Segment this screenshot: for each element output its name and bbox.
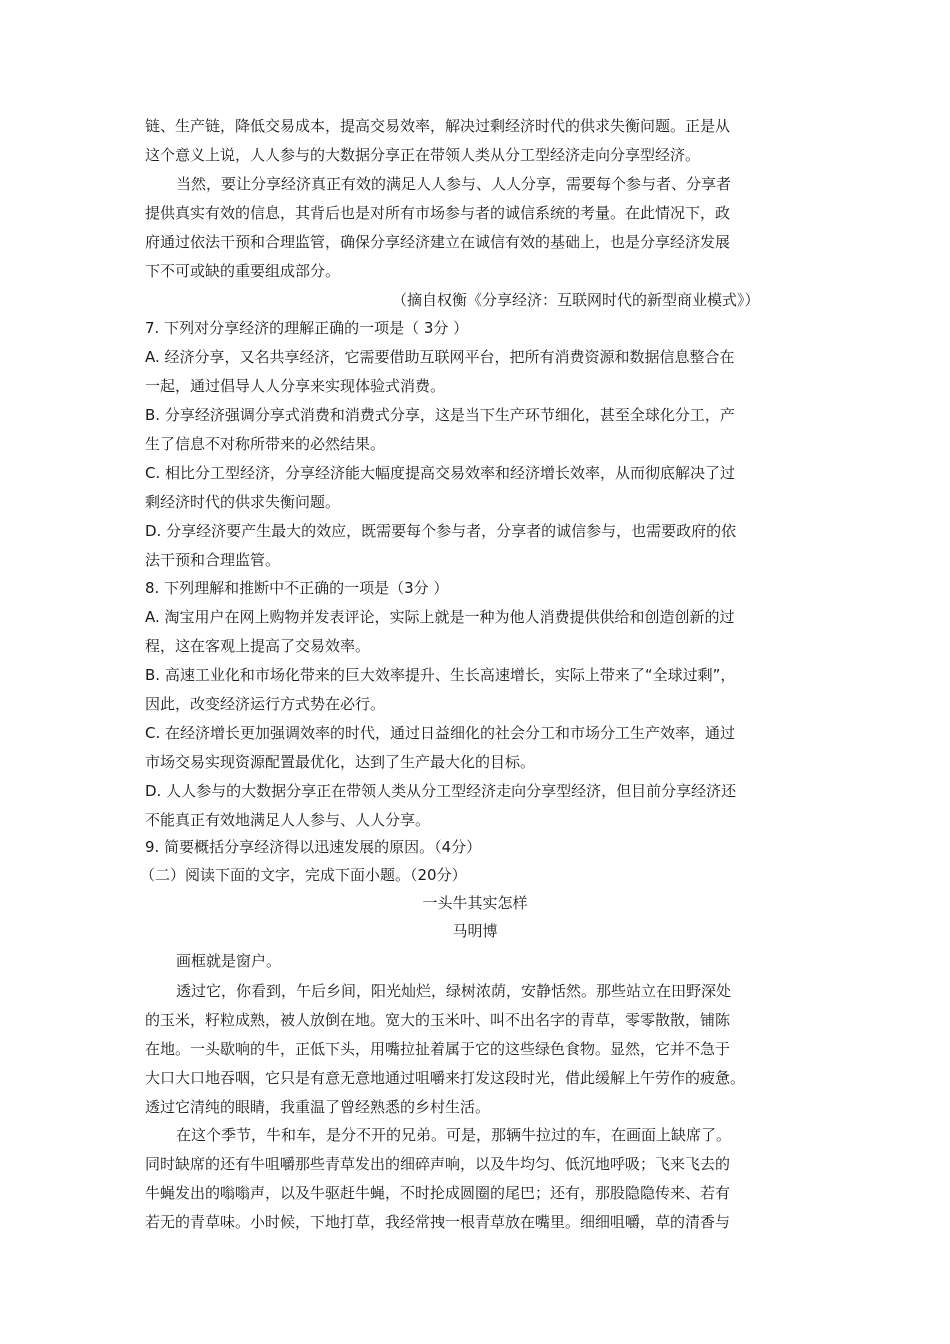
question-7-option-d-cont: 法干预和合理监管。 <box>145 551 281 569</box>
question-8-option-a-cont: 程，这在客观上提高了交易效率。 <box>145 637 371 655</box>
question-7-option-c: C. 相比分工型经济，分享经济能大幅度提高交易效率和经济增长效率，从而彻底解决了过 <box>145 464 736 482</box>
story-line: 在地。一头歇响的牛，正低下头，用嘴拉扯着属于它的这些绿色食物。显然，它并不急于 <box>145 1040 731 1058</box>
story-author: 马明博 <box>452 922 498 940</box>
question-7-option-a-cont: 一起，通过倡导人人分享来实现体验式消费。 <box>145 377 446 395</box>
story-line: 透过它，你看到，午后乡间，阳光灿烂，绿树浓荫，安静恬然。那些站立在田野深处 <box>176 982 732 1000</box>
question-8-option-d: D. 人人参与的大数据分享正在带领人类从分工型经济走向分享型经济，但目前分享经济还 <box>145 782 737 800</box>
story-line: 牛蝇发出的嗡嗡声，以及牛驱赶牛蝇，不时抡成圆圈的尾巴；还有，那股隐隐传来、若有 <box>145 1184 731 1202</box>
passage-line: 提供真实有效的信息，其背后也是对所有市场参与者的诚信系统的考量。在此情况下，政 <box>145 204 731 222</box>
story-line: 的玉米，籽粒成熟，被人放倒在地。宽大的玉米叶、叫不出名字的青草，零零散散，铺陈 <box>145 1011 731 1029</box>
question-7-option-a: A. 经济分享，又名共享经济，它需要借助互联网平台，把所有消费资源和数据信息整合在 <box>145 348 735 366</box>
passage-line: 下不可或缺的重要组成部分。 <box>145 262 341 280</box>
question-8-option-a: A. 淘宝用户在网上购物并发表评论，实际上就是一种为他人消费提供供给和创造创新的过 <box>145 608 735 626</box>
question-7-option-d: D. 分享经济要产生最大的效应，既需要每个参与者，分享者的诚信参与，也需要政府的依 <box>145 522 737 540</box>
story-line: 大口大口地吞咽，它只是有意无意地通过咀嚼来打发这段时光，借此缓解上午劳作的疲惫。 <box>145 1069 746 1087</box>
story-line: 同时缺席的还有牛咀嚼那些青草发出的细碎声响，以及牛均匀、低沉地呼吸；飞来飞去的 <box>145 1155 731 1173</box>
passage-line: 当然，要让分享经济真正有效的满足人人参与、人人分享，需要每个参与者、分享者 <box>176 175 732 193</box>
question-7-stem: 7. 下列对分享经济的理解正确的一项是（ 3分 ） <box>145 319 469 337</box>
story-line: 若无的青草味。小时候，下地打草，我经常拽一根青草放在嘴里。细细咀嚼，草的清香与 <box>145 1213 731 1231</box>
question-9-stem: 9. 简要概括分享经济得以迅速发展的原因。（4分） <box>145 838 482 856</box>
source-citation: （摘自权衡《分享经济：互联网时代的新型商业模式》） <box>392 291 760 309</box>
question-7-option-c-cont: 剩经济时代的供求失衡问题。 <box>145 493 341 511</box>
question-8-option-c-cont: 市场交易实现资源配置最优化，达到了生产最大化的目标。 <box>145 753 536 771</box>
story-title: 一头牛其实怎样 <box>422 894 528 912</box>
question-8-option-b-cont: 因此，改变经济运行方式势在必行。 <box>145 695 386 713</box>
passage-line: 链、生产链，降低交易成本，提高交易效率，解决过剩经济时代的供求失衡问题。正是从 <box>145 117 731 135</box>
question-8-stem: 8. 下列理解和推断中不正确的一项是（3分 ） <box>145 579 449 597</box>
section-heading: （二）阅读下面的文字，完成下面小题。（20分） <box>140 866 467 884</box>
question-8-option-b: B. 高速工业化和市场化带来的巨大效率提升、生长高速增长，实际上带来了“全球过剩”， <box>145 666 736 684</box>
story-line: 画框就是窗户。 <box>176 952 282 970</box>
passage-line: 府通过依法干预和合理监管，确保分享经济建立在诚信有效的基础上，也是分享经济发展 <box>145 233 731 251</box>
question-7-option-b-cont: 生了信息不对称所带来的必然结果。 <box>145 435 386 453</box>
question-8-option-d-cont: 不能真正有效地满足人人参与、人人分享。 <box>145 811 431 829</box>
story-line: 在这个季节，牛和车，是分不开的兄弟。可是，那辆牛拉过的车，在画面上缺席了。 <box>176 1126 732 1144</box>
passage-line: 这个意义上说，人人参与的大数据分享正在带领人类从分工型经济走向分享型经济。 <box>145 146 701 164</box>
story-line: 透过它清纯的眼睛，我重温了曾经熟悉的乡村生活。 <box>145 1098 491 1116</box>
question-8-option-c: C. 在经济增长更加强调效率的时代，通过日益细化的社会分工和市场分工生产效率，通过 <box>145 724 736 742</box>
question-7-option-b: B. 分享经济强调分享式消费和消费式分享，这是当下生产环节细化，甚至全球化分工，产 <box>145 406 735 424</box>
